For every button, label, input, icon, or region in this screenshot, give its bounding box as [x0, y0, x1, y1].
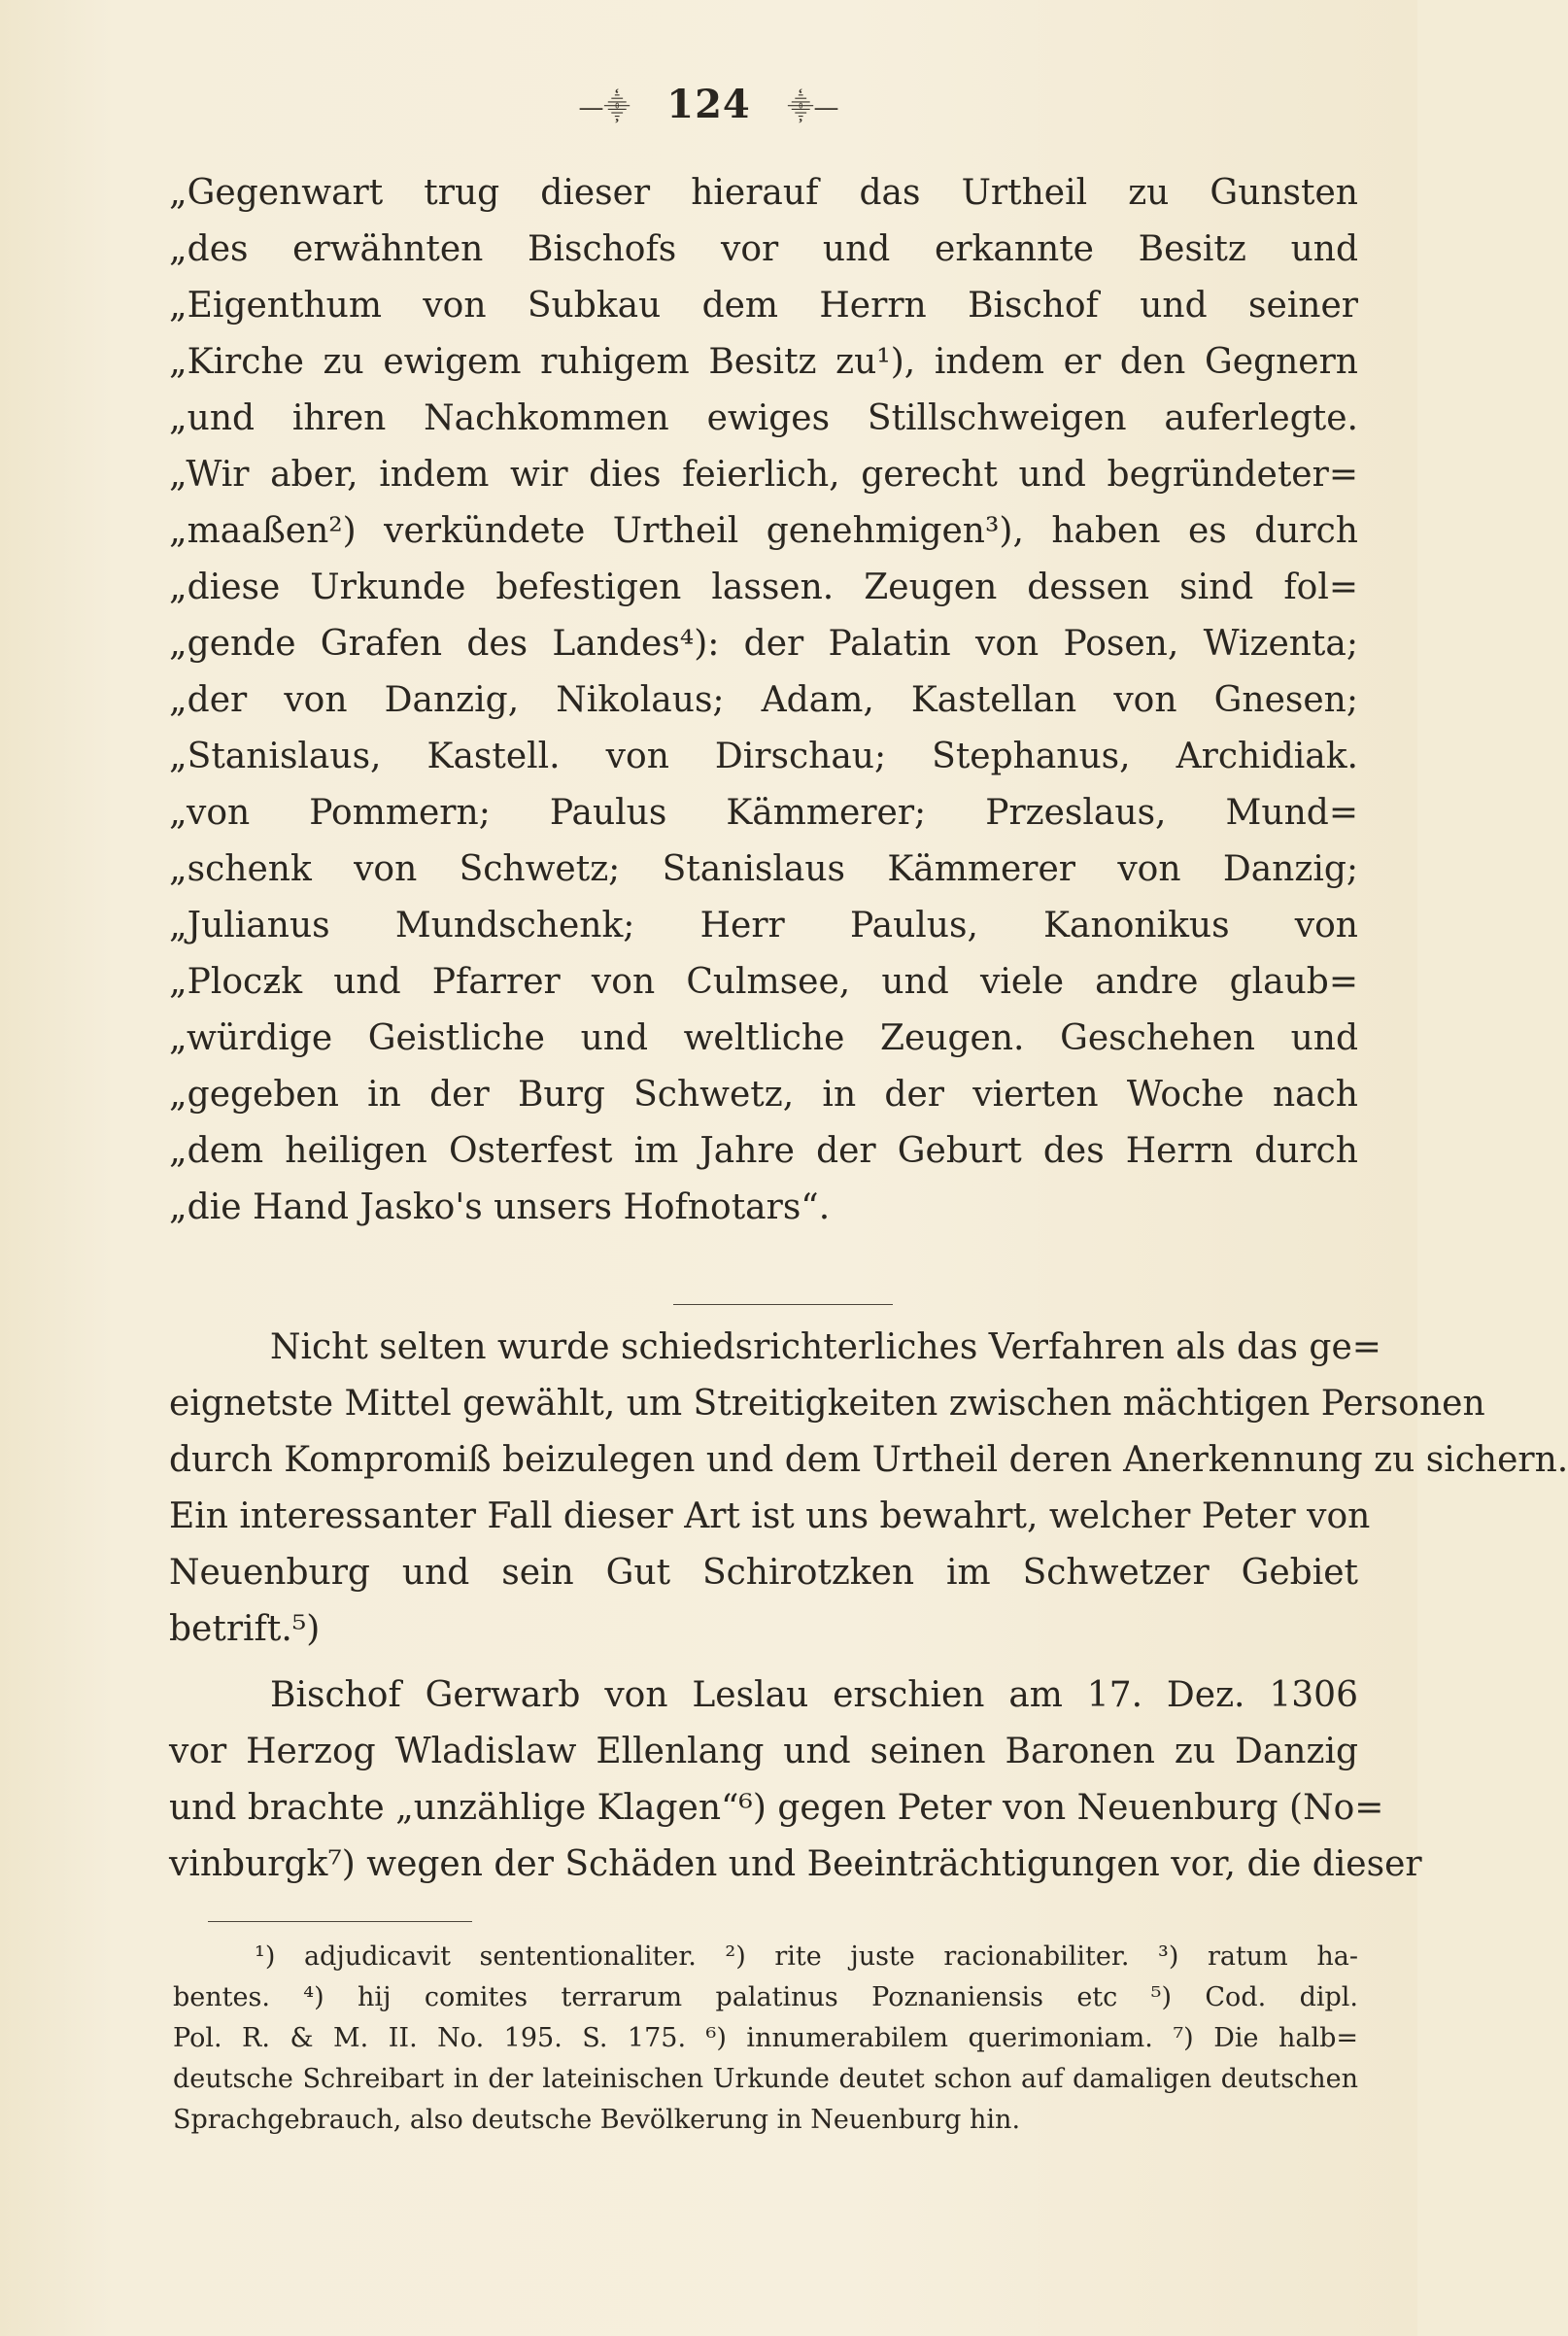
paragraph-line: eignetste Mittel gewählt, um Streitigkeiten zwischen mächtigen Personen	[169, 1384, 1485, 1424]
text-line: „der von Danzig, Nikolaus; Adam, Kastellan von Gnesen;	[169, 680, 1358, 720]
text-line: „Eigenthum von Subkau dem Herrn Bischof und seiner	[169, 286, 1358, 326]
footnote-line: bentes. ⁴) hij comites terrarum palatinus Poznaniensis etc ⁵) Cod. dipl.	[173, 1982, 1358, 2012]
paragraph-line: vor Herzog Wladislaw Ellenlang und seinen Baronen zu Danzig	[169, 1732, 1358, 1771]
footnote-rule	[208, 1921, 472, 1922]
text-line: „von Pommern; Paulus Kämmerer; Przeslaus, Mund=	[169, 793, 1358, 833]
text-line: „Kirche zu ewigem ruhigem Besitz zu¹), indem er den Gegnern	[169, 342, 1358, 382]
text-line: „die Hand Jasko's unsers Hofnotars“.	[169, 1187, 831, 1227]
text-line: „maaßen²) verkündete Urtheil genehmigen³), haben es durch	[169, 511, 1358, 551]
text-line: „Stanislaus, Kastell. von Dirschau; Stephanus, Archidiak.	[169, 737, 1358, 776]
paragraph-line: durch Kompromiß beizulegen und dem Urtheil deren Anerkennung zu sichern.	[169, 1440, 1568, 1480]
paragraph-line: vinburgk⁷) wegen der Schäden und Beeinträchtigungen vor, die dieser	[169, 1844, 1422, 1884]
text-line: „des erwähnten Bischofs vor und erkannte Besitz und	[169, 229, 1358, 269]
text-line: „Wir aber, indem wir dies feierlich, gerecht und begründeter=	[169, 455, 1358, 495]
header-ornament-left: —⸎	[578, 93, 631, 122]
footnote-line: ¹) adjudicavit sententionaliter. ²) rite juste racionabiliter. ³) ratum ha-	[255, 1941, 1358, 1972]
paragraph-line: betrift.⁵)	[169, 1609, 321, 1649]
text-line: „diese Urkunde befestigen lassen. Zeugen dessen sind fol=	[169, 567, 1358, 607]
text-line: „Gegenwart trug dieser hierauf das Urtheil zu Gunsten	[169, 173, 1358, 213]
text-line: „schenk von Schwetz; Stanislaus Kämmerer von Danzig;	[169, 849, 1358, 889]
paragraph-line: Ein interessanter Fall dieser Art ist uns bewahrt, welcher Peter von	[169, 1496, 1371, 1536]
paragraph-line: und brachte „unzählige Klagen“⁶) gegen Peter von Neuenburg (No=	[169, 1788, 1384, 1828]
header-ornament-right: ⸎—	[787, 93, 839, 122]
text-line: „gende Grafen des Landes⁴): der Palatin von Posen, Wizenta;	[169, 624, 1358, 664]
paragraph-line: Nicht selten wurde schiedsrichterliches Verfahren als das ge=	[270, 1327, 1381, 1367]
footnote-line: Pol. R. & M. II. No. 195. S. 175. ⁶) innumerabilem querimoniam. ⁷) Die halb=	[173, 2023, 1358, 2053]
footnote-line: Sprachgebrauch, also deutsche Bevölkerung in Neuenburg hin.	[173, 2105, 1021, 2135]
page-number: 124	[666, 82, 751, 127]
page-header	[0, 80, 1417, 133]
text-line: „Plocƶk und Pfarrer von Culmsee, und viele andre glaub=	[169, 962, 1358, 1002]
text-line: „dem heiligen Osterfest im Jahre der Geburt des Herrn durch	[169, 1131, 1358, 1171]
paragraph-line: Neuenburg und sein Gut Schirotzken im Schwetzer Gebiet	[169, 1553, 1358, 1593]
section-separator	[673, 1304, 893, 1305]
text-line: „gegeben in der Burg Schwetz, in der vierten Woche nach	[169, 1075, 1358, 1115]
text-line: „Julianus Mundschenk; Herr Paulus, Kanonikus von	[169, 906, 1358, 945]
text-line: „würdige Geistliche und weltliche Zeugen. Geschehen und	[169, 1018, 1358, 1058]
footnote-line: deutsche Schreibart in der lateinischen Urkunde deutet schon auf damaligen deutschen	[173, 2064, 1358, 2094]
text-line: „und ihren Nachkommen ewiges Stillschweigen auferlegte.	[169, 398, 1358, 438]
paragraph-line: Bischof Gerwarb von Leslau erschien am 17. Dez. 1306	[270, 1675, 1358, 1715]
